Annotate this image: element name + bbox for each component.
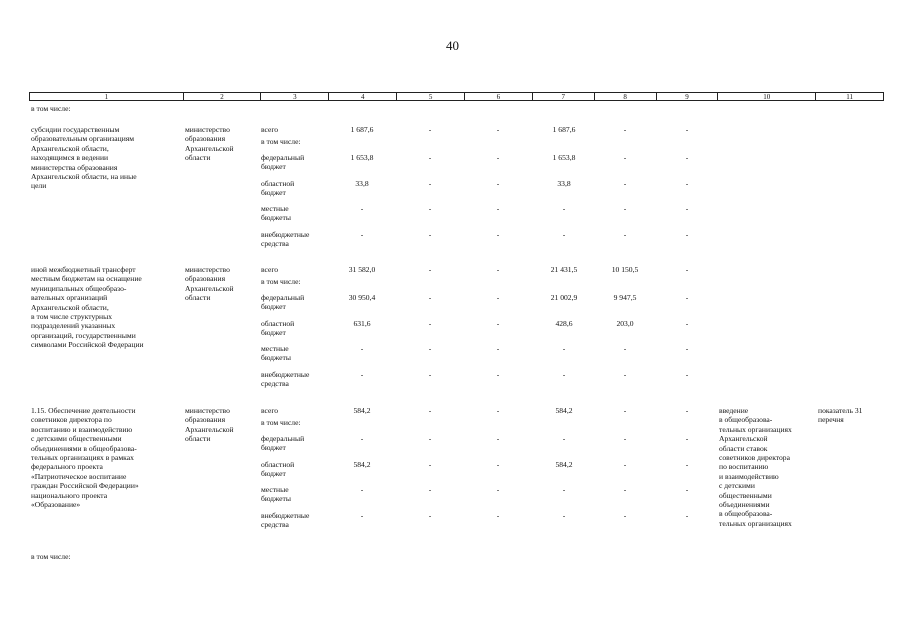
funding-value: - bbox=[623, 511, 627, 520]
activity-name-line: находящимся в ведении bbox=[31, 153, 109, 163]
funding-value: - bbox=[360, 230, 364, 239]
executor-line: Архангельской bbox=[185, 424, 234, 434]
funding-value: - bbox=[360, 370, 364, 379]
funding-value: - bbox=[623, 370, 627, 379]
funding-value: - bbox=[360, 511, 364, 520]
funding-value: - bbox=[428, 406, 432, 415]
expected-result-line: советников директора bbox=[719, 453, 790, 462]
indicator-line: показатель 31 bbox=[818, 406, 863, 415]
header-col-1: 1 bbox=[104, 93, 109, 101]
activity-name-line: муниципальных общеобразо- bbox=[31, 283, 127, 293]
funding-value: - bbox=[623, 125, 627, 134]
funding-value: - bbox=[685, 293, 689, 302]
executor-line: образования bbox=[185, 134, 226, 144]
funding-value: - bbox=[428, 434, 432, 443]
funding-value: - bbox=[496, 511, 500, 520]
funding-value: - bbox=[496, 265, 500, 274]
funding-value: - bbox=[428, 319, 432, 328]
funding-value: - bbox=[685, 485, 689, 494]
header-col-4: 4 bbox=[328, 93, 396, 100]
funding-source-label: областной bbox=[261, 460, 295, 469]
funding-source-label: внебюджетные bbox=[261, 511, 310, 520]
executor-line: области bbox=[185, 434, 211, 444]
executor-line: Архангельской bbox=[185, 143, 234, 153]
funding-value: - bbox=[496, 406, 500, 415]
expected-result-line: введение bbox=[719, 406, 749, 415]
funding-source-label: в том числе: bbox=[261, 277, 301, 286]
funding-value: 584,2 bbox=[555, 406, 573, 415]
activity-name-line: организаций, государственными bbox=[31, 330, 136, 340]
header-col-10: 10 bbox=[717, 93, 815, 100]
funding-value: 31 582,0 bbox=[348, 265, 376, 274]
funding-value: 1 687,6 bbox=[552, 125, 576, 134]
funding-value: - bbox=[428, 460, 432, 469]
funding-value: - bbox=[562, 485, 566, 494]
expected-result-line: Архангельской bbox=[719, 434, 768, 444]
activity-name-line: образовательным организациям bbox=[31, 134, 135, 144]
funding-source-label: средства bbox=[261, 379, 289, 389]
funding-value: - bbox=[685, 230, 689, 239]
header-col-9: 9 bbox=[656, 93, 718, 100]
funding-value: 1 653,8 bbox=[350, 153, 374, 162]
expected-result-line: в общеобразова- bbox=[719, 415, 773, 425]
funding-source-label: федеральный bbox=[261, 153, 305, 162]
activity-name-line: советников директора по bbox=[31, 415, 112, 425]
funding-value: - bbox=[360, 204, 364, 213]
funding-source-label: бюджеты bbox=[261, 353, 291, 363]
expected-result-line: по воспитанию bbox=[719, 462, 769, 472]
executor-line: области bbox=[185, 153, 211, 163]
activity-name-line: вательных организаций bbox=[31, 293, 108, 303]
funding-source-label: местные bbox=[261, 485, 289, 494]
activity-name-line: граждан Российской Федерации» bbox=[31, 481, 139, 491]
funding-value: - bbox=[496, 460, 500, 469]
expected-result-line: и взаимодействию bbox=[719, 471, 779, 481]
funding-value: - bbox=[496, 125, 500, 134]
funding-source-label: бюджет bbox=[261, 328, 286, 338]
funding-value: - bbox=[685, 125, 689, 134]
funding-value: - bbox=[360, 485, 364, 494]
funding-source-label: в том числе: bbox=[261, 137, 301, 146]
funding-value: - bbox=[428, 265, 432, 274]
expected-result-line: тельных организациях bbox=[719, 518, 792, 528]
activity-name-line: в том числе структурных bbox=[31, 312, 113, 321]
funding-source-label: бюджеты bbox=[261, 213, 291, 223]
funding-source-label: внебюджетные bbox=[261, 230, 310, 239]
expected-result-line: общественными bbox=[719, 490, 772, 500]
funding-value: - bbox=[428, 179, 432, 188]
funding-value: - bbox=[496, 370, 500, 379]
funding-value: - bbox=[685, 319, 689, 328]
funding-value: - bbox=[428, 511, 432, 520]
activity-name-line: цели bbox=[31, 181, 47, 191]
funding-source-label: средства bbox=[261, 520, 289, 530]
expected-result-line: области ставок bbox=[719, 443, 768, 453]
funding-value: - bbox=[360, 434, 364, 443]
expected-result-line: в общеобразова- bbox=[719, 509, 773, 519]
expected-result-line: с детскими bbox=[719, 481, 755, 491]
funding-value: - bbox=[496, 319, 500, 328]
funding-value: - bbox=[496, 230, 500, 239]
funding-value: 1 653,8 bbox=[552, 153, 576, 162]
activity-name-line: местным бюджетам на оснащение bbox=[31, 274, 142, 284]
funding-source-label: местные bbox=[261, 344, 289, 353]
executor-line: области bbox=[185, 293, 211, 303]
funding-value: - bbox=[428, 204, 432, 213]
funding-value: - bbox=[496, 434, 500, 443]
funding-source-label: местные bbox=[261, 204, 289, 213]
funding-value: - bbox=[428, 370, 432, 379]
activity-name-line: иной межбюджетный трансферт bbox=[31, 265, 136, 274]
funding-source-label: областной bbox=[261, 179, 295, 188]
funding-value: - bbox=[623, 230, 627, 239]
including-label-bottom: в том числе: bbox=[31, 552, 71, 561]
activity-name-line: тельных организациях в рамках bbox=[31, 453, 134, 462]
funding-value: - bbox=[428, 293, 432, 302]
header-col-7: 7 bbox=[532, 93, 594, 100]
funding-value: - bbox=[685, 179, 689, 188]
funding-value: 9 947,5 bbox=[613, 293, 637, 302]
funding-value: - bbox=[496, 153, 500, 162]
activity-name-line: федерального проекта bbox=[31, 462, 103, 472]
funding-source-label: федеральный bbox=[261, 293, 305, 302]
funding-value: - bbox=[623, 179, 627, 188]
activity-name-line: Архангельской области, bbox=[31, 302, 109, 312]
funding-source-label: средства bbox=[261, 239, 289, 249]
funding-value: 1 687,6 bbox=[350, 125, 374, 134]
funding-value: 584,2 bbox=[555, 460, 573, 469]
funding-value: - bbox=[562, 370, 566, 379]
funding-source-label: всего bbox=[261, 406, 279, 415]
funding-value: - bbox=[562, 230, 566, 239]
indicator-line: перечня bbox=[818, 415, 844, 425]
funding-value: 10 150,5 bbox=[611, 265, 639, 274]
executor-line: министерство bbox=[185, 265, 230, 274]
funding-source-label: бюджет bbox=[261, 302, 286, 312]
activity-name-line: объединениями в общеобразова- bbox=[31, 443, 137, 453]
activity-name-line: министерства образования bbox=[31, 162, 118, 172]
funding-value: - bbox=[685, 204, 689, 213]
funding-source-label: бюджет bbox=[261, 188, 286, 198]
funding-value: - bbox=[562, 344, 566, 353]
funding-value: 21 431,5 bbox=[550, 265, 578, 274]
including-label-top: в том числе: bbox=[31, 104, 71, 113]
funding-value: - bbox=[685, 370, 689, 379]
activity-name-line: национального проекта bbox=[31, 490, 108, 500]
funding-source-label: бюджет bbox=[261, 469, 286, 479]
funding-value: - bbox=[623, 406, 627, 415]
funding-value: - bbox=[428, 125, 432, 134]
executor-line: Архангельской bbox=[185, 283, 234, 293]
funding-source-label: бюджеты bbox=[261, 494, 291, 504]
funding-value: - bbox=[685, 460, 689, 469]
activity-name-line: Архангельской области, bbox=[31, 143, 109, 153]
funding-value: 30 950,4 bbox=[348, 293, 376, 302]
funding-value: 631,6 bbox=[353, 319, 371, 328]
activity-name-line: «Патриотическое воспитание bbox=[31, 471, 127, 481]
funding-source-label: бюджет bbox=[261, 443, 286, 453]
funding-value: - bbox=[685, 153, 689, 162]
executor-line: образования bbox=[185, 274, 226, 284]
funding-value: - bbox=[428, 153, 432, 162]
funding-value: - bbox=[496, 179, 500, 188]
activity-name-line: символами Российской Федерации bbox=[31, 340, 144, 350]
funding-value: - bbox=[623, 153, 627, 162]
funding-value: - bbox=[496, 204, 500, 213]
activity-name-line: воспитанию и взаимодействию bbox=[31, 424, 133, 434]
funding-value: - bbox=[496, 485, 500, 494]
funding-value: 33,8 bbox=[355, 179, 369, 188]
funding-source-label: федеральный bbox=[261, 434, 305, 443]
table-header bbox=[29, 92, 884, 101]
funding-source-label: всего bbox=[261, 125, 279, 134]
funding-value: 584,2 bbox=[353, 406, 371, 415]
activity-name-line: Архангельской области, на иные bbox=[31, 172, 137, 181]
funding-source-label: в том числе: bbox=[261, 418, 301, 427]
activity-name-line: «Образование» bbox=[31, 500, 81, 509]
funding-source-label: внебюджетные bbox=[261, 370, 310, 379]
funding-value: 33,8 bbox=[557, 179, 571, 188]
funding-value: - bbox=[623, 204, 627, 213]
funding-value: - bbox=[562, 434, 566, 443]
funding-value: 584,2 bbox=[353, 460, 371, 469]
activity-name-line: с детскими общественными bbox=[31, 434, 122, 444]
activity-name-line: 1.15. Обеспечение деятельности bbox=[31, 406, 136, 415]
page-number: 40 bbox=[446, 38, 459, 53]
funding-value: - bbox=[685, 434, 689, 443]
funding-value: - bbox=[685, 344, 689, 353]
funding-value: - bbox=[496, 344, 500, 353]
funding-source-label: областной bbox=[261, 319, 295, 328]
funding-value: - bbox=[428, 344, 432, 353]
funding-value: 21 002,9 bbox=[550, 293, 578, 302]
funding-value: - bbox=[496, 293, 500, 302]
funding-value: - bbox=[685, 511, 689, 520]
funding-value: - bbox=[562, 204, 566, 213]
funding-value: - bbox=[685, 265, 689, 274]
funding-value: - bbox=[623, 460, 627, 469]
funding-value: - bbox=[623, 434, 627, 443]
funding-value: - bbox=[623, 485, 627, 494]
expected-result-line: объединениями bbox=[719, 500, 770, 509]
executor-line: образования bbox=[185, 415, 226, 425]
executor-line: министерство bbox=[185, 125, 230, 134]
header-col-8: 8 bbox=[594, 93, 656, 100]
funding-value: - bbox=[562, 511, 566, 520]
activity-name-line: субсидии государственным bbox=[31, 125, 120, 134]
funding-value: - bbox=[428, 230, 432, 239]
header-col-11: 11 bbox=[815, 93, 883, 100]
funding-value: - bbox=[623, 344, 627, 353]
header-col-6: 6 bbox=[464, 93, 532, 100]
funding-value: 428,6 bbox=[555, 319, 573, 328]
funding-source-label: всего bbox=[261, 265, 279, 274]
header-col-2: 2 bbox=[183, 93, 261, 100]
funding-source-label: бюджет bbox=[261, 162, 286, 172]
funding-value: - bbox=[428, 485, 432, 494]
funding-value: 203,0 bbox=[616, 319, 634, 328]
expected-result-line: тельных организациях bbox=[719, 424, 792, 434]
header-col-3: 3 bbox=[260, 93, 328, 100]
funding-value: - bbox=[685, 406, 689, 415]
executor-line: министерство bbox=[185, 406, 230, 415]
activity-name-line: подразделений указанных bbox=[31, 321, 116, 331]
funding-value: - bbox=[360, 344, 364, 353]
header-col-5: 5 bbox=[396, 93, 464, 100]
